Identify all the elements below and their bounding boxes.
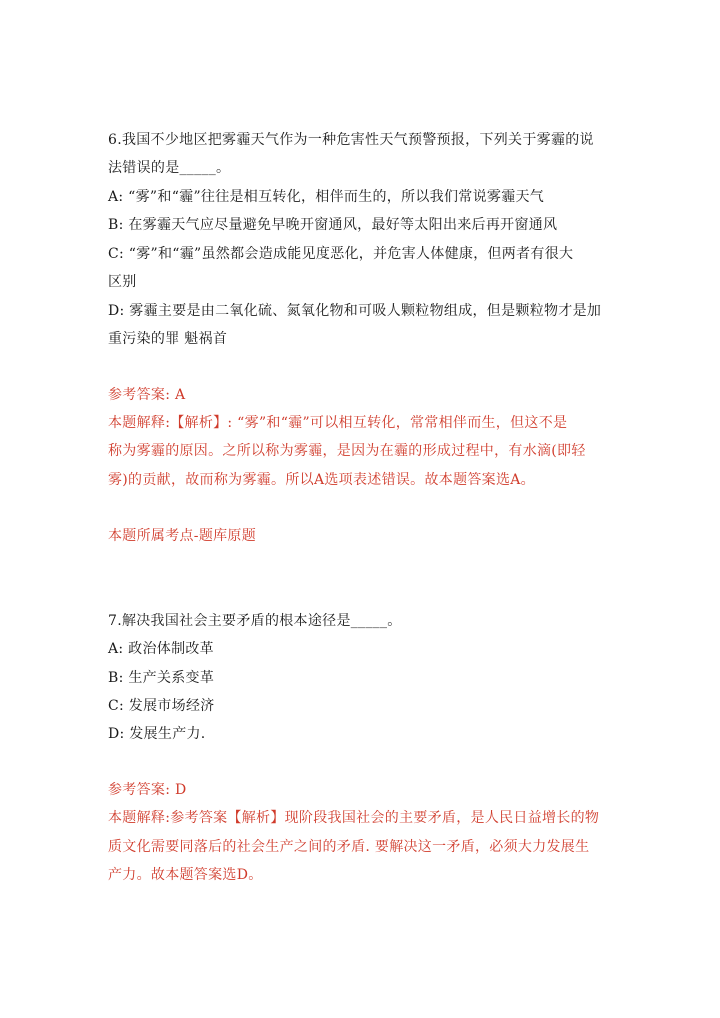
q7-explanation-line-3: 产力。故本题答案选D。 (108, 867, 263, 883)
q6-option-d-line-2: 重污染的罪 魁祸首 (108, 331, 228, 347)
q6-source-note: 本题所属考点-题库原题 (108, 528, 257, 544)
q6-stem-line-2: 法错误的是_____。 (108, 160, 231, 176)
q7-stem: 7.解决我国社会主要矛盾的根本途径是_____。 (108, 613, 402, 629)
q6-option-c-line-1: C: “雾”和“霾”虽然都会造成能见度恶化，并危害人体健康，但两者有很大 (108, 246, 574, 262)
q7-explanation-line-2: 质文化需要同落后的社会生产之间的矛盾. 要解决这一矛盾，必须大力发展生 (108, 839, 590, 855)
q6-explanation-line-1: 本题解释:【解析】: “雾”和“霾”可以相互转化，常常相伴而生，但这不是 (108, 415, 568, 431)
q6-stem-line-1: 6.我国不少地区把雾霾天气作为一种危害性天气预警预报，下列关于雾霾的说 (108, 132, 594, 148)
q7-option-a: A: 政治体制改革 (108, 641, 214, 657)
q6-option-c-line-2: 区别 (108, 274, 137, 290)
q7-option-d: D: 发展生产力. (108, 726, 206, 742)
q7-option-b: B: 生产关系变革 (108, 670, 215, 686)
q6-option-b: B: 在雾霾天气应尽量避免早晚开窗通风，最好等太阳出来后再开窗通风 (108, 217, 558, 233)
q7-option-c: C: 发展市场经济 (108, 698, 215, 714)
q6-option-a: A: “雾”和“霾”往往是相互转化，相伴而生的，所以我们常说雾霾天气 (108, 189, 545, 205)
q6-explanation-line-3: 雾)的贡献，故而称为雾霾。所以A选项表述错误。故本题答案选A。 (108, 472, 535, 488)
q6-option-d-line-1: D: 雾霾主要是由二氧化硫、氮氧化物和可吸人颗粒物组成，但是颗粒物才是加 (108, 303, 602, 319)
q7-answer: 参考答案: D (108, 782, 187, 798)
q6-answer: 参考答案: A (108, 387, 186, 403)
q7-explanation-line-1: 本题解释:参考答案【解析】现阶段我国社会的主要矛盾，是人民日益增长的物 (108, 810, 600, 826)
q6-explanation-line-2: 称为雾霾的原因。之所以称为雾霾，是因为在霾的形成过程中，有水滴(即轻 (108, 443, 586, 459)
